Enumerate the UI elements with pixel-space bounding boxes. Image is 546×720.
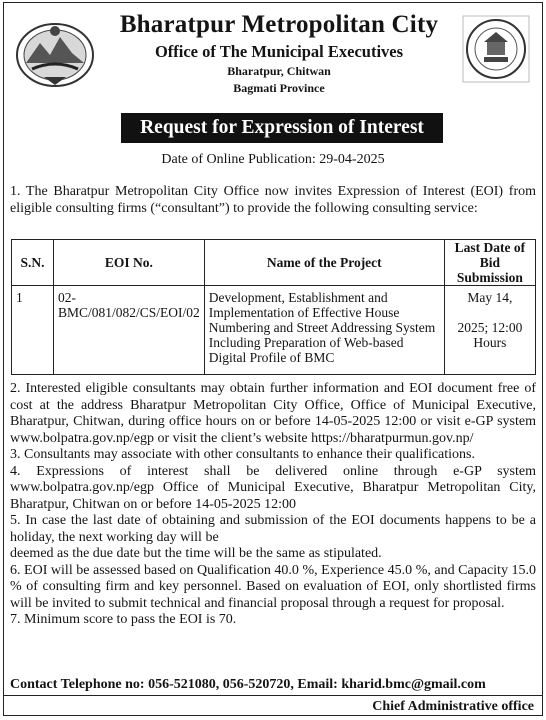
list-item: deemed as the due date but the time will be the same as stipulated.	[10, 546, 382, 561]
col-header-project: Name of the Project	[204, 240, 444, 286]
cell-last-date	[444, 286, 535, 375]
col-header-eoi-no: EOI No.	[54, 240, 205, 286]
last-date-time: 2025; 12:00 Hours	[457, 320, 523, 350]
publication-date: Date of Online Publication: 29-04-2025	[161, 152, 385, 167]
list-item: 7. Minimum score to pass the EOI is 70.	[10, 612, 237, 627]
city-address: Bharatpur, Chitwan	[227, 64, 331, 78]
list-item: 5. In case the last date of obtaining and submission of the EOI documents happens to be a holiday, the next working day will be	[10, 513, 536, 545]
notice-banner: Request for Expression of Interest	[121, 113, 443, 143]
office-name: Office of The Municipal Executives	[154, 42, 404, 61]
col-header-sn: S.N.	[12, 240, 54, 286]
letterhead	[100, 11, 458, 97]
intro-paragraph: 1. The Bharatpur Metropolitan City Office now invites Expression of Interest (EOI) from eligible consulting firms (“consultant”) to provide the following consulting service:	[10, 184, 536, 216]
list-item: 3. Consultants may associate with other consultants to enhance their qualifications.	[10, 447, 476, 462]
province-name: Bagmati Province	[233, 81, 325, 95]
list-item: 4. Expressions of interest shall be delivered online through e-GP system www.bolpatra.gov.np/egp Office of Municipal Executive, Bharatpur Metropolitan City, Bharatpur, Chitwan on or before 14-05-2025 12:00	[10, 463, 536, 512]
cell-sn: 1	[12, 286, 54, 375]
municipal-seal-icon	[462, 15, 530, 83]
col-header-last-date: Last Date of Bid Submission	[444, 240, 535, 286]
table-row	[12, 286, 536, 375]
list-item: 6. EOI will be assessed based on Qualification 40.0 %, Experience 45.0 %, and Capacity 15.0 % of consulting firm and key personnel. Based on evaluation of EOI, only shortlisted firms will be invited to submit technical and financial proposal through a request for proposal.	[10, 562, 536, 611]
city-title: Bharatpur Metropolitan City	[119, 11, 439, 38]
eoi-table	[11, 239, 536, 375]
table-header-row	[12, 240, 536, 286]
cell-eoi-no: 02-BMC/081/082/CS/EOI/02	[54, 286, 205, 375]
signature-line: Chief Administrative office	[372, 699, 534, 714]
eoi-notice-page	[3, 2, 543, 716]
nepal-emblem-icon	[14, 19, 96, 89]
cell-project: Development, Establishment and Implementation of Effective House Numbering and Street Addressing System Including Preparation of Web-based Digital Profile of BMC	[204, 286, 444, 375]
list-item: 2. Interested eligible consultants may obtain further information and EOI document free of cost at the address Bharatpur Metropolitan City Office, Office of Municipal Executive, Bharatpur, Chitwan, during office hours on or before 14-05-2025 12:00 or visit e-GP system www.bolpatra.gov.np/egp or visit the client’s website https://bharatpurmun.gov.np/	[10, 381, 536, 446]
last-date-day: May 14,	[467, 290, 513, 305]
divider	[4, 695, 542, 696]
contact-line: Contact Telephone no: 056-521080, 056-520720, Email: kharid.bmc@gmail.com	[10, 677, 486, 692]
terms-list	[10, 381, 536, 629]
